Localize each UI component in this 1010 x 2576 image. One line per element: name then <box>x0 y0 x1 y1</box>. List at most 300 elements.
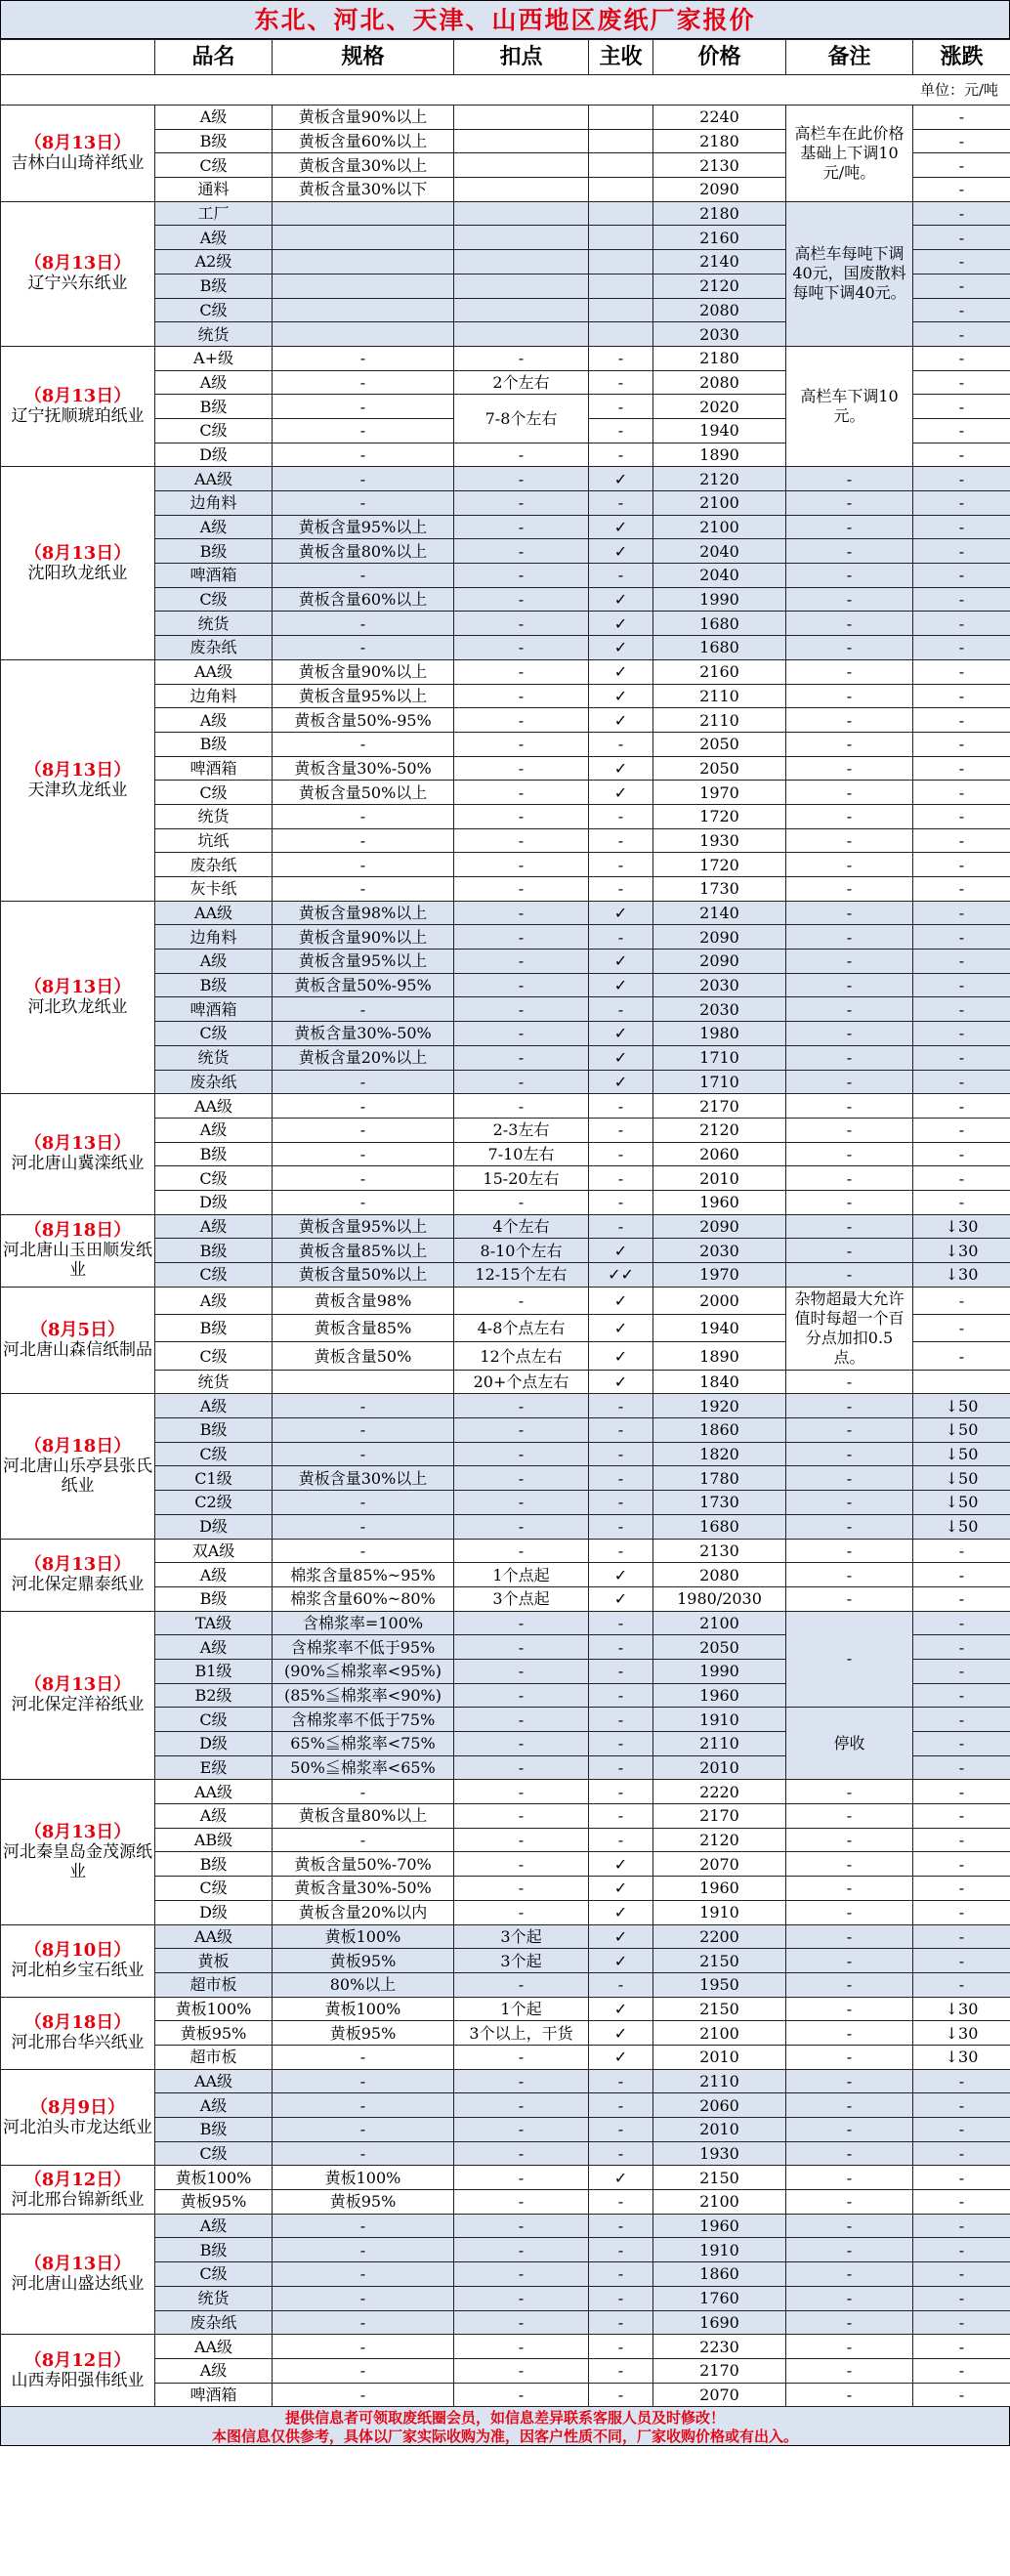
header-deduction: 扣点 <box>454 40 589 75</box>
note-cell: - <box>786 2093 913 2118</box>
deduction-cell: 4-8个点左右 <box>454 1315 589 1342</box>
mill-date: （8月12日） <box>23 2349 132 2371</box>
grade-cell: D级 <box>155 443 273 467</box>
price-cell: 1820 <box>653 1442 786 1466</box>
deduction-cell: - <box>454 1514 589 1539</box>
main-cell: - <box>589 1118 653 1142</box>
note-cell: 高栏车每吨下调40元，国废散料每吨下调40元。 <box>786 201 913 346</box>
price-cell: 2120 <box>653 1118 786 1142</box>
deduction-cell: - <box>454 515 589 539</box>
spec-cell: - <box>273 1118 454 1142</box>
grade-cell: AA级 <box>155 2335 273 2359</box>
price-cell: 2040 <box>653 564 786 588</box>
spec-cell: 黄板含量60%以上 <box>273 587 454 612</box>
main-cell: ✓ <box>589 2045 653 2069</box>
price-cell: 1930 <box>653 2141 786 2166</box>
price-cell: 2050 <box>653 1635 786 1660</box>
change-cell: - <box>913 2118 1010 2142</box>
mill-name: 河北柏乡宝石纸业 <box>11 1961 145 1981</box>
change-cell: - <box>913 901 1010 925</box>
grade-cell: A2级 <box>155 250 273 274</box>
spec-cell: - <box>273 2238 454 2262</box>
price-cell: 2130 <box>653 1539 786 1563</box>
main-cell: - <box>589 1972 653 1997</box>
price-cell: 2110 <box>653 2069 786 2093</box>
main-cell: ✓ <box>589 1900 653 1924</box>
spec-cell: 黄板含量30%以上 <box>273 1466 454 1491</box>
main-cell: ✓ <box>589 1586 653 1611</box>
grade-cell: A级 <box>155 515 273 539</box>
grade-cell: 边角料 <box>155 925 273 950</box>
change-cell: - <box>913 564 1010 588</box>
price-cell: 2090 <box>653 1214 786 1239</box>
mill-date: （8月13日） <box>23 2253 132 2274</box>
grade-cell: 灰卡纸 <box>155 877 273 902</box>
deduction-cell: - <box>454 1094 589 1119</box>
spec-cell: - <box>273 346 454 370</box>
change-cell: - <box>913 2358 1010 2383</box>
table-row <box>1 1094 1010 1119</box>
mill-name: 河北唐山乐亭县张氏纸业 <box>3 1456 152 1496</box>
price-cell: 1990 <box>653 587 786 612</box>
grade-cell: B1级 <box>155 1659 273 1683</box>
change-cell: - <box>913 997 1010 1022</box>
price-cell: 1710 <box>653 1070 786 1094</box>
note-cell: - <box>786 901 913 925</box>
main-cell <box>589 201 653 226</box>
mill-cell <box>1 1539 155 1611</box>
deduction-cell: 12个点左右 <box>454 1342 589 1370</box>
grade-cell: AA级 <box>155 1924 273 1949</box>
note-cell: - <box>786 1877 913 1901</box>
price-cell: 1940 <box>653 418 786 443</box>
deduction-cell: 15-20左右 <box>454 1166 589 1191</box>
main-cell: - <box>589 564 653 588</box>
mill-date: （8月13日） <box>23 386 132 407</box>
note-cell: - <box>786 1804 913 1829</box>
grade-cell: 超市板 <box>155 1972 273 1997</box>
grade-cell: B2级 <box>155 1683 273 1708</box>
table-row <box>1 201 1010 226</box>
grade-cell: AA级 <box>155 467 273 491</box>
deduction-cell: - <box>454 346 589 370</box>
price-cell: 2150 <box>653 1997 786 2021</box>
grade-cell: B级 <box>155 274 273 298</box>
spec-cell: 黄板含量20%以内 <box>273 1900 454 1924</box>
price-cell: 2050 <box>653 756 786 781</box>
main-cell: ✓ <box>589 1997 653 2021</box>
note-cell: - <box>786 1070 913 1094</box>
deduction-cell: - <box>454 2286 589 2310</box>
change-cell: - <box>913 1804 1010 1829</box>
grade-cell: C级 <box>155 1166 273 1191</box>
mill-date: （8月9日） <box>29 2096 126 2118</box>
deduction-cell: 3个以上，干货 <box>454 2021 589 2046</box>
change-cell: - <box>913 1142 1010 1166</box>
main-cell: ✓ <box>589 2021 653 2046</box>
mill-cell <box>1 1287 155 1394</box>
grade-cell: 边角料 <box>155 684 273 708</box>
main-cell: - <box>589 853 653 877</box>
deduction-cell: - <box>454 1466 589 1491</box>
note-cell: - <box>786 491 913 516</box>
table-row <box>1 106 1010 130</box>
mill-cell <box>1 1780 155 1924</box>
price-cell: 2030 <box>653 997 786 1022</box>
spec-cell: - <box>273 2310 454 2335</box>
main-cell: ✓ <box>589 1045 653 1070</box>
grade-cell: C级 <box>155 1442 273 1466</box>
main-cell <box>589 274 653 298</box>
deduction-cell: - <box>454 659 589 684</box>
mill-name: 河北邢台华兴纸业 <box>11 2033 145 2053</box>
grade-cell: A+级 <box>155 346 273 370</box>
deduction-cell: - <box>454 997 589 1022</box>
change-cell: ↓30 <box>913 1239 1010 1263</box>
deduction-cell: - <box>454 1045 589 1070</box>
price-cell: 1960 <box>653 1190 786 1214</box>
note-cell: - <box>786 1586 913 1611</box>
grade-cell: 废杂纸 <box>155 2310 273 2335</box>
grade-cell: 坑纸 <box>155 828 273 853</box>
note-cell: - <box>786 1045 913 1070</box>
spec-cell: 黄板含量50%以上 <box>273 781 454 805</box>
header-blank <box>1 40 155 75</box>
price-cell: 2120 <box>653 1828 786 1852</box>
grade-cell: C2级 <box>155 1491 273 1515</box>
mill-cell <box>1 1611 155 1780</box>
change-cell: - <box>913 322 1010 347</box>
deduction-cell: 3个点起 <box>454 1586 589 1611</box>
note-cell: - <box>786 2383 913 2407</box>
main-cell: ✓ <box>589 973 653 997</box>
spec-cell: - <box>273 1780 454 1804</box>
change-cell: - <box>913 587 1010 612</box>
note-cell: - <box>786 1924 913 1949</box>
main-cell: ✓✓ <box>589 1263 653 1288</box>
note-cell: - <box>786 1997 913 2021</box>
main-cell <box>589 322 653 347</box>
deduction-cell: 8-10个左右 <box>454 1239 589 1263</box>
main-cell: ✓ <box>589 684 653 708</box>
spec-cell: - <box>273 2069 454 2093</box>
grade-cell: 废杂纸 <box>155 1070 273 1094</box>
main-cell: ✓ <box>589 636 653 660</box>
main-cell: ✓ <box>589 756 653 781</box>
grade-cell: 双A级 <box>155 1539 273 1563</box>
main-cell: - <box>589 2286 653 2310</box>
grade-cell: C级 <box>155 1022 273 1046</box>
grade-cell: C级 <box>155 1342 273 1370</box>
change-cell: - <box>786 1370 913 1394</box>
note-cell: - <box>786 853 913 877</box>
main-cell: - <box>589 2093 653 2118</box>
mill-date: （8月13日） <box>23 1554 132 1576</box>
note-cell: - <box>786 781 913 805</box>
note-cell: - <box>786 587 913 612</box>
grade-cell: B级 <box>155 539 273 564</box>
grade-cell: AA级 <box>155 1094 273 1119</box>
spec-cell: 黄板含量30%-50% <box>273 1877 454 1901</box>
note-cell: - <box>786 2310 913 2335</box>
price-cell: 2080 <box>653 1563 786 1587</box>
main-cell: - <box>589 395 653 419</box>
main-cell: ✓ <box>589 587 653 612</box>
note-cell: - <box>786 659 913 684</box>
deduction-cell: - <box>454 1659 589 1683</box>
price-cell: 2130 <box>653 153 786 178</box>
mill-date: （8月10日） <box>23 1940 132 1962</box>
grade-cell: C级 <box>155 1877 273 1901</box>
main-cell: ✓ <box>589 659 653 684</box>
deduction-cell: - <box>454 925 589 950</box>
spec-cell: - <box>273 2262 454 2287</box>
change-cell: - <box>913 178 1010 202</box>
table-row <box>1 2166 1010 2190</box>
main-cell: - <box>589 1466 653 1491</box>
note-cell: - <box>786 2190 913 2215</box>
change-cell: - <box>913 1683 1010 1708</box>
deduction-cell: - <box>454 1190 589 1214</box>
price-cell: 2120 <box>653 467 786 491</box>
note-cell: - <box>786 684 913 708</box>
note-cell: - <box>786 2069 913 2093</box>
deduction-cell <box>454 201 589 226</box>
main-cell: - <box>589 1804 653 1829</box>
note-cell: - <box>786 1539 913 1563</box>
price-cell: 2040 <box>653 539 786 564</box>
header-row <box>1 40 1010 75</box>
price-cell: 2140 <box>653 901 786 925</box>
change-cell: - <box>913 1924 1010 1949</box>
price-cell: 2140 <box>653 250 786 274</box>
deduction-cell: - <box>454 901 589 925</box>
spec-cell: 黄板含量90%以上 <box>273 106 454 130</box>
grade-cell: 超市板 <box>155 2045 273 2069</box>
grade-cell: D级 <box>155 1514 273 1539</box>
note-cell: - <box>786 2021 913 2046</box>
spec-cell: - <box>273 1166 454 1191</box>
grade-cell: AA级 <box>155 901 273 925</box>
change-cell: - <box>913 925 1010 950</box>
main-cell: ✓ <box>589 1877 653 1901</box>
main-cell: - <box>589 2358 653 2383</box>
grade-cell: B级 <box>155 1852 273 1877</box>
main-cell <box>589 106 653 130</box>
deduction-cell: - <box>454 467 589 491</box>
mill-date: （8月13日） <box>23 132 132 153</box>
grade-cell: B级 <box>155 1239 273 1263</box>
price-cell: 1860 <box>653 2262 786 2287</box>
mill-date: （8月13日） <box>23 1133 132 1155</box>
grade-cell: A级 <box>155 106 273 130</box>
grade-cell: A级 <box>155 708 273 733</box>
main-cell: - <box>589 1094 653 1119</box>
price-cell: 2120 <box>653 274 786 298</box>
price-cell: 1730 <box>653 877 786 902</box>
header-price: 价格 <box>653 40 786 75</box>
price-cell: 2030 <box>653 973 786 997</box>
price-cell: 1940 <box>653 1315 786 1342</box>
main-cell <box>589 129 653 153</box>
price-cell: 2170 <box>653 2358 786 2383</box>
price-cell: 1920 <box>653 1394 786 1418</box>
spec-cell: - <box>273 804 454 828</box>
table-row <box>1 1924 1010 1949</box>
grade-cell: D级 <box>155 1900 273 1924</box>
note-cell: - <box>786 1263 913 1288</box>
main-cell <box>589 178 653 202</box>
mill-date: （8月18日） <box>23 1435 132 1457</box>
mill-date: （8月13日） <box>23 1821 132 1842</box>
mill-cell <box>1 467 155 660</box>
deduction-cell: - <box>454 1635 589 1660</box>
grade-cell: A级 <box>155 1635 273 1660</box>
grade-cell: 黄板100% <box>155 1997 273 2021</box>
spec-cell: - <box>273 2141 454 2166</box>
main-cell: - <box>589 491 653 516</box>
change-cell: - <box>913 2166 1010 2190</box>
price-cell: 1910 <box>653 1708 786 1732</box>
deduction-cell: - <box>454 2069 589 2093</box>
main-cell: - <box>589 1659 653 1683</box>
note-cell: - <box>786 564 913 588</box>
note-cell: - <box>786 1563 913 1587</box>
grade-cell: 统货 <box>155 612 273 636</box>
change-cell: - <box>913 612 1010 636</box>
change-cell: - <box>913 1755 1010 1780</box>
grade-cell: 啤酒箱 <box>155 997 273 1022</box>
table-row <box>1 2335 1010 2359</box>
price-cell: 1780 <box>653 1466 786 1491</box>
main-cell: - <box>589 443 653 467</box>
note-cell: - <box>786 708 913 733</box>
mill-name: 河北保定鼎泰纸业 <box>11 1575 145 1595</box>
spec-cell: - <box>273 2383 454 2407</box>
mill-cell <box>1 901 155 1094</box>
mill-name: 辽宁抚顺琥珀纸业 <box>11 406 145 427</box>
note-cell: - <box>786 467 913 491</box>
note-cell: - <box>786 1852 913 1877</box>
grade-cell: B级 <box>155 1315 273 1342</box>
grade-cell: A级 <box>155 1804 273 1829</box>
grade-cell: B级 <box>155 1586 273 1611</box>
spec-cell: 黄板含量60%以上 <box>273 129 454 153</box>
spec-cell: 黄板含量98% <box>273 1287 454 1314</box>
mill-cell <box>1 1394 155 1539</box>
main-cell: - <box>589 1828 653 1852</box>
main-cell: - <box>589 2238 653 2262</box>
main-cell: - <box>589 2383 653 2407</box>
change-cell: - <box>913 2214 1010 2238</box>
deduction-cell <box>454 106 589 130</box>
spec-cell: 黄板含量80%以上 <box>273 539 454 564</box>
spec-cell <box>273 226 454 250</box>
deduction-cell: - <box>454 2214 589 2238</box>
main-cell: - <box>589 1755 653 1780</box>
deduction-cell: - <box>454 564 589 588</box>
main-cell: - <box>589 2262 653 2287</box>
note-cell: 停收 <box>786 1708 913 1780</box>
spec-cell: - <box>273 564 454 588</box>
grade-cell: E级 <box>155 1755 273 1780</box>
deduction-cell: - <box>454 950 589 974</box>
main-cell: - <box>589 1683 653 1708</box>
grade-cell: B级 <box>155 2238 273 2262</box>
spec-cell: (90%≦棉浆率<95%) <box>273 1659 454 1683</box>
spec-cell: 含棉浆率不低于75% <box>273 1708 454 1732</box>
spec-cell: 黄板含量50% <box>273 1342 454 1370</box>
change-cell: - <box>913 1118 1010 1142</box>
note-cell: - <box>786 1780 913 1804</box>
deduction-cell: - <box>454 2190 589 2215</box>
deduction-cell: - <box>454 1418 589 1443</box>
grade-cell: C级 <box>155 153 273 178</box>
spec-cell: - <box>273 612 454 636</box>
main-cell: ✓ <box>589 1370 653 1394</box>
price-cell: 2150 <box>653 1949 786 1973</box>
change-cell: - <box>913 2093 1010 2118</box>
spec-cell: 黄板含量30%以上 <box>273 153 454 178</box>
main-cell: - <box>589 1418 653 1443</box>
change-cell: ↓30 <box>913 1263 1010 1288</box>
grade-cell: 废杂纸 <box>155 853 273 877</box>
main-cell: - <box>589 1394 653 1418</box>
price-cell: 1910 <box>653 2238 786 2262</box>
price-cell: 2230 <box>653 2335 786 2359</box>
main-cell: - <box>589 2335 653 2359</box>
spec-cell: - <box>273 1442 454 1466</box>
grade-cell: 啤酒箱 <box>155 2383 273 2407</box>
deduction-cell: - <box>454 756 589 781</box>
price-cell: 1910 <box>653 1900 786 1924</box>
spec-cell: 黄板95% <box>273 2190 454 2215</box>
mill-name: 河北玖龙纸业 <box>27 996 128 1017</box>
change-cell: ↓50 <box>913 1491 1010 1515</box>
note-cell: - <box>786 1022 913 1046</box>
table-row <box>1 1539 1010 1563</box>
mill-name: 河北泊头市龙达纸业 <box>3 2117 152 2137</box>
price-cell: 2150 <box>653 2166 786 2190</box>
mill-date: （8月18日） <box>23 2012 132 2034</box>
spec-cell: 黄板含量30%-50% <box>273 1022 454 1046</box>
price-cell: 1710 <box>653 1045 786 1070</box>
price-cell: 2010 <box>653 1755 786 1780</box>
table-row <box>1 1394 1010 1418</box>
change-cell: - <box>913 1852 1010 1877</box>
change-cell: - <box>913 756 1010 781</box>
grade-cell: C级 <box>155 587 273 612</box>
main-cell: ✓ <box>589 708 653 733</box>
note-cell: - <box>786 2238 913 2262</box>
price-cell: 2010 <box>653 2118 786 2142</box>
grade-cell: C级 <box>155 1708 273 1732</box>
deduction-cell: 1个起 <box>454 1997 589 2021</box>
deduction-cell <box>454 322 589 347</box>
grade-cell: C级 <box>155 298 273 322</box>
change-cell: - <box>913 106 1010 130</box>
note-cell: - <box>786 828 913 853</box>
spec-cell: - <box>273 877 454 902</box>
price-cell: 2060 <box>653 2093 786 2118</box>
price-cell: 2060 <box>653 1142 786 1166</box>
change-cell: - <box>913 250 1010 274</box>
grade-cell: 黄板95% <box>155 2021 273 2046</box>
price-cell: 1680 <box>653 1514 786 1539</box>
spec-cell: - <box>273 395 454 419</box>
change-cell: - <box>913 1045 1010 1070</box>
change-cell: - <box>913 1877 1010 1901</box>
